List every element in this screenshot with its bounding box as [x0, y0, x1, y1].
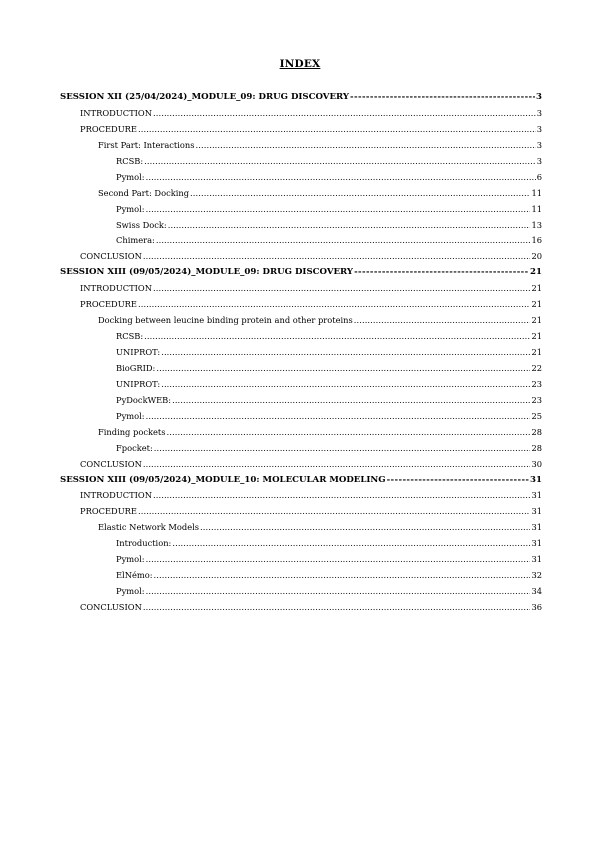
toc-dot-leader [138, 297, 530, 313]
toc-entry[interactable] [60, 345, 542, 361]
toc-entry[interactable] [60, 122, 542, 138]
toc-dot-leader [138, 122, 536, 138]
toc-page-number: 6 [536, 171, 542, 182]
toc-entry-label: First Part: Interactions [98, 139, 195, 150]
toc-entry[interactable] [60, 90, 542, 106]
toc-dot-leader [161, 377, 530, 393]
toc-entry[interactable] [60, 186, 542, 202]
toc-entry-label: Finding pockets [98, 426, 166, 437]
toc-entry[interactable] [60, 138, 542, 154]
toc-entry[interactable] [60, 568, 542, 584]
toc-entry[interactable] [60, 377, 542, 393]
toc-dot-leader [200, 520, 530, 536]
toc-page-number: 30 [531, 458, 542, 469]
toc-page-number: 34 [531, 586, 542, 597]
toc-page-number: 23 [531, 394, 542, 405]
toc-entry-label: Second Part: Docking [98, 187, 190, 198]
toc-entry[interactable] [60, 520, 542, 536]
toc-entry-label: UNIPROT: [116, 347, 161, 357]
toc-entry[interactable] [60, 313, 542, 329]
toc-entry-label: Pymol: [116, 410, 145, 421]
toc-entry[interactable] [60, 393, 542, 409]
toc-page-number: 21 [531, 299, 542, 310]
toc-entry[interactable] [60, 297, 542, 313]
toc-entry-label: PROCEDURE [80, 299, 137, 310]
toc-dot-leader [196, 138, 536, 154]
toc-dot-leader [146, 552, 531, 568]
toc-entry[interactable] [60, 504, 542, 520]
toc-dot-leader [146, 202, 531, 218]
toc-dot-leader [153, 488, 530, 504]
toc-dot-leader [350, 90, 535, 106]
toc-page-number: 3 [536, 107, 542, 118]
toc-page-number: 20 [531, 251, 542, 262]
toc-dot-leader [146, 170, 536, 186]
toc-dot-leader [138, 504, 530, 520]
toc-dot-leader [387, 473, 529, 489]
toc-dot-leader [143, 600, 531, 616]
toc-dot-leader [156, 361, 530, 377]
table-of-contents [60, 90, 542, 616]
toc-entry-label: INTRODUCTION [80, 107, 152, 118]
toc-dot-leader [143, 249, 531, 265]
toc-entry-label: SESSION XIII (09/05/2024)_MODULE_09: DRUG DISCOVERY [60, 267, 354, 278]
toc-page-number: 21 [531, 283, 542, 294]
toc-entry-label: Swiss Dock: [116, 219, 167, 230]
toc-dot-leader [354, 265, 529, 281]
toc-entry-label: INTRODUCTION [80, 283, 152, 294]
toc-dot-leader [154, 441, 531, 457]
toc-dot-leader [144, 154, 536, 170]
toc-entry[interactable] [60, 170, 542, 186]
toc-entry[interactable] [60, 600, 542, 616]
toc-page-number: 11 [531, 187, 542, 198]
toc-dot-leader [146, 584, 531, 600]
toc-entry-label: Elastic Network Models [98, 522, 200, 533]
toc-dot-leader [143, 457, 531, 473]
toc-entry[interactable] [60, 154, 542, 170]
toc-dot-leader [354, 313, 531, 329]
toc-entry-label: Introduction: [116, 538, 172, 549]
toc-entry[interactable] [60, 249, 542, 265]
toc-entry[interactable] [60, 552, 542, 568]
toc-dot-leader [156, 233, 531, 249]
toc-dot-leader [172, 393, 530, 409]
toc-entry-label: Pymol: [116, 554, 145, 565]
toc-dot-leader [172, 536, 530, 552]
toc-entry[interactable] [60, 536, 542, 552]
toc-page-number: 22 [531, 362, 542, 373]
toc-page-number: 31 [531, 506, 542, 517]
toc-dot-leader [153, 106, 536, 122]
toc-page-number: 36 [531, 602, 542, 612]
toc-page-number: 21 [531, 347, 542, 357]
toc-page-number: 11 [531, 203, 542, 214]
toc-page-number: 31 [530, 474, 542, 485]
toc-entry[interactable] [60, 409, 542, 425]
toc-entry[interactable] [60, 218, 542, 234]
toc-entry-label: Docking between leucine binding protein and other proteins [98, 315, 353, 326]
toc-page-number: 3 [536, 92, 542, 102]
toc-entry[interactable] [60, 329, 542, 345]
toc-dot-leader [190, 186, 530, 202]
toc-page-number: 23 [531, 378, 542, 389]
toc-entry-label: PROCEDURE [80, 123, 137, 134]
toc-entry-label: SESSION XII (25/04/2024)_MODULE_09: DRUG DISCOVERY [60, 92, 350, 102]
toc-entry-label: CONCLUSION [80, 602, 142, 612]
toc-entry-label: ElNémo: [116, 570, 153, 581]
toc-page-number: 28 [531, 442, 542, 453]
index-title: INDEX [279, 58, 321, 70]
toc-page-number: 21 [531, 331, 542, 342]
toc-entry[interactable] [60, 265, 542, 281]
toc-entry[interactable] [60, 425, 542, 441]
toc-entry[interactable] [60, 202, 542, 218]
toc-page-number: 3 [536, 139, 542, 150]
toc-dot-leader [144, 329, 530, 345]
toc-entry-label: PROCEDURE [80, 506, 137, 517]
toc-entry-label: Chimera: [116, 235, 155, 246]
toc-entry[interactable] [60, 281, 542, 297]
toc-page-number: 31 [531, 522, 542, 533]
toc-entry[interactable] [60, 233, 542, 249]
toc-dot-leader [168, 218, 531, 234]
toc-entry-label: RCSB: [116, 331, 144, 342]
toc-page-number: 28 [531, 426, 542, 437]
toc-entry-label: Pymol: [116, 171, 145, 182]
toc-entry-label: UNIPROT: [116, 378, 161, 389]
toc-page-number: 21 [531, 315, 542, 326]
toc-page-number: 31 [531, 490, 542, 501]
toc-entry[interactable] [60, 488, 542, 504]
toc-page-number: 31 [531, 554, 542, 565]
toc-entry-label: PyDockWEB: [116, 394, 172, 405]
toc-dot-leader [146, 409, 531, 425]
toc-page-number: 32 [531, 570, 542, 581]
toc-page-number: 25 [531, 410, 542, 421]
toc-entry[interactable] [60, 106, 542, 122]
toc-entry-label: INTRODUCTION [80, 490, 152, 501]
toc-page-number: 31 [531, 538, 542, 549]
toc-entry-label: BioGRID: [116, 362, 156, 373]
toc-entry[interactable] [60, 361, 542, 377]
toc-page-number: 21 [530, 267, 542, 278]
toc-entry-label: CONCLUSION [80, 458, 142, 469]
toc-entry[interactable] [60, 473, 542, 489]
toc-dot-leader [167, 425, 531, 441]
toc-entry[interactable] [60, 441, 542, 457]
toc-entry-label: RCSB: [116, 155, 144, 166]
toc-entry[interactable] [60, 584, 542, 600]
toc-dot-leader [161, 345, 530, 361]
toc-page-number: 13 [531, 219, 542, 230]
toc-entry-label: SESSION XIII (09/05/2024)_MODULE_10: MOLECULAR MODELING [60, 474, 386, 485]
toc-entry-label: Fpocket: [116, 442, 153, 453]
toc-page-number: 3 [536, 155, 542, 166]
toc-entry-label: Pymol: [116, 203, 145, 214]
toc-dot-leader [153, 281, 530, 297]
toc-page-number: 16 [531, 235, 542, 246]
toc-page-number: 3 [536, 123, 542, 134]
toc-entry[interactable] [60, 457, 542, 473]
toc-dot-leader [154, 568, 531, 584]
toc-entry-label: CONCLUSION [80, 251, 142, 262]
toc-entry-label: Pymol: [116, 586, 145, 597]
